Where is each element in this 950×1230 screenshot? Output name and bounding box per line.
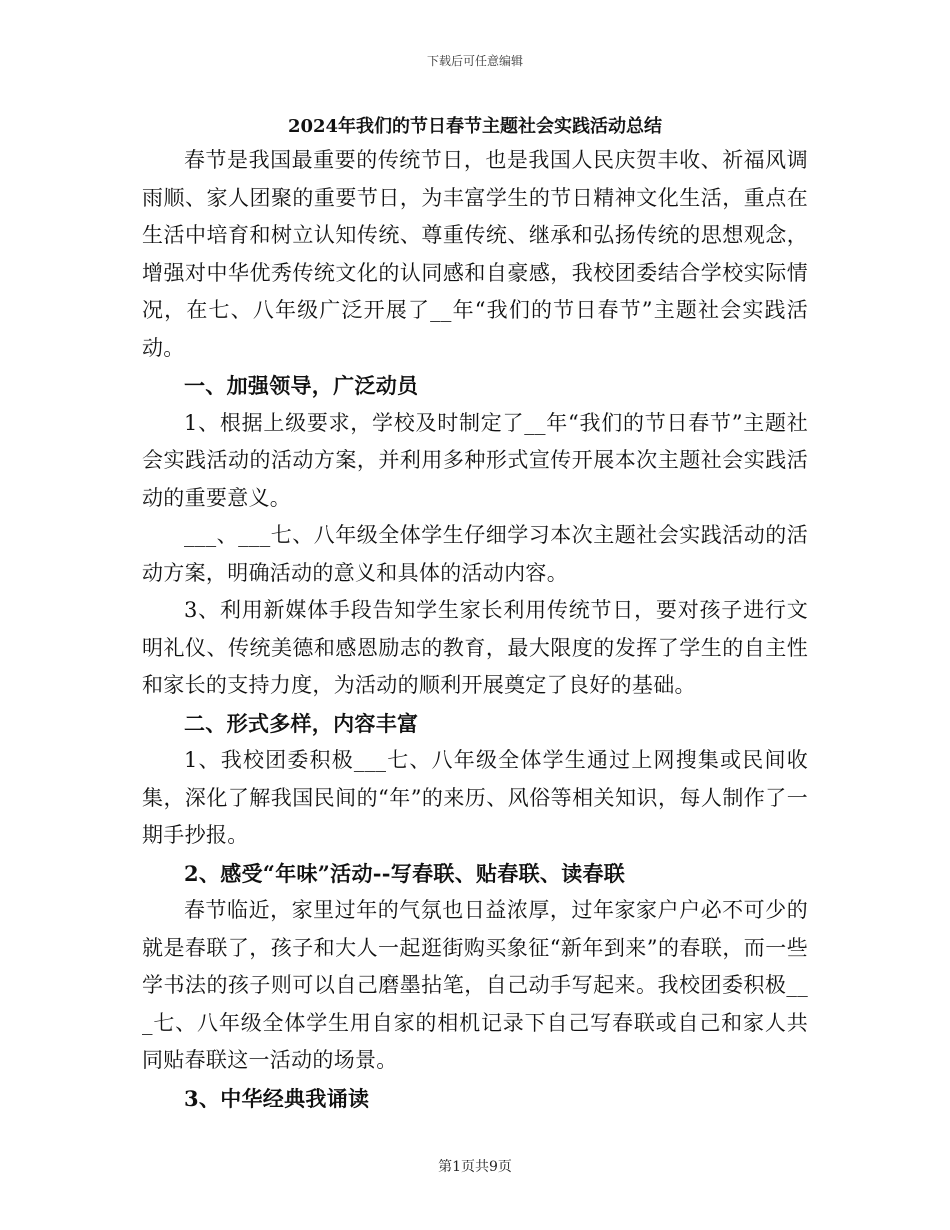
paragraph-1-2: ___、___七、八年级全体学生仔细学习本次主题社会实践活动的活动方案，明确活动的意义和具体的活动内容。 — [142, 523, 808, 585]
document-body — [142, 112, 808, 1117]
page-header-note: 下载后可任意编辑 — [426, 54, 523, 68]
paragraph-2-1: 1、我校团委积极___七、八年级全体学生通过上网搜集或民间收集，深化了解我国民间的“年”的来历、风俗等相关知识，每人制作了一期手抄报。 — [142, 748, 808, 847]
paragraph-1-1: 1、根据上级要求，学校及时制定了__年“我们的节日春节”主题社会实践活动的活动方案，并利用多种形式宣传开展本次主题社会实践活动的重要意义。 — [142, 410, 808, 510]
subsection-heading-2-2: 2、感受“年味”活动--写春联、贴春联、读春联 — [184, 860, 626, 886]
section-heading-2: 二、形式多样，内容丰富 — [184, 710, 419, 736]
document-title: 2024年我们的节日春节主题社会实践活动总结 — [287, 116, 663, 137]
section-heading-1: 一、加强领导，广泛动员 — [184, 373, 419, 398]
paragraph-1-3: 3、利用新媒体手段告知学生家长利用传统节日，要对孩子进行文明礼仪、传统美德和感恩励志的教育，最大限度的发挥了学生的自主性和家长的支持力度，为活动的顺利开展奠定了良好的基础。 — [142, 598, 808, 697]
page-number: 第1页共9页 — [438, 1159, 512, 1175]
paragraph-2-2: 春节临近，家里过年的气氛也日益浓厚，过年家家户户必不可少的就是春联了，孩子和大人一起逛街购买象征“新年到来”的春联，而一些学书法的孩子则可以自己磨墨拈笔，自己动手写起来。我校团委积极___七、八年级全体学生用自家的相机记录下自己写春联或自己和家人共同贴春联这一活动的场景。 — [142, 898, 808, 1072]
subsection-heading-2-3: 3、中华经典我诵读 — [184, 1085, 370, 1111]
paragraph-intro: 春节是我国最重要的传统节日，也是我国人民庆贺丰收、祈福风调雨顺、家人团聚的重要节日，为丰富学生的节日精神文化生活，重点在生活中培育和树立认知传统、尊重传统、继承和弘扬传统的思想观念，增强对中华优秀传统文化的认同感和自豪感，我校团委结合学校实际情况，在七、八年级广泛开展了__年“我们的节日春节”主题社会实践活动。 — [142, 148, 808, 360]
